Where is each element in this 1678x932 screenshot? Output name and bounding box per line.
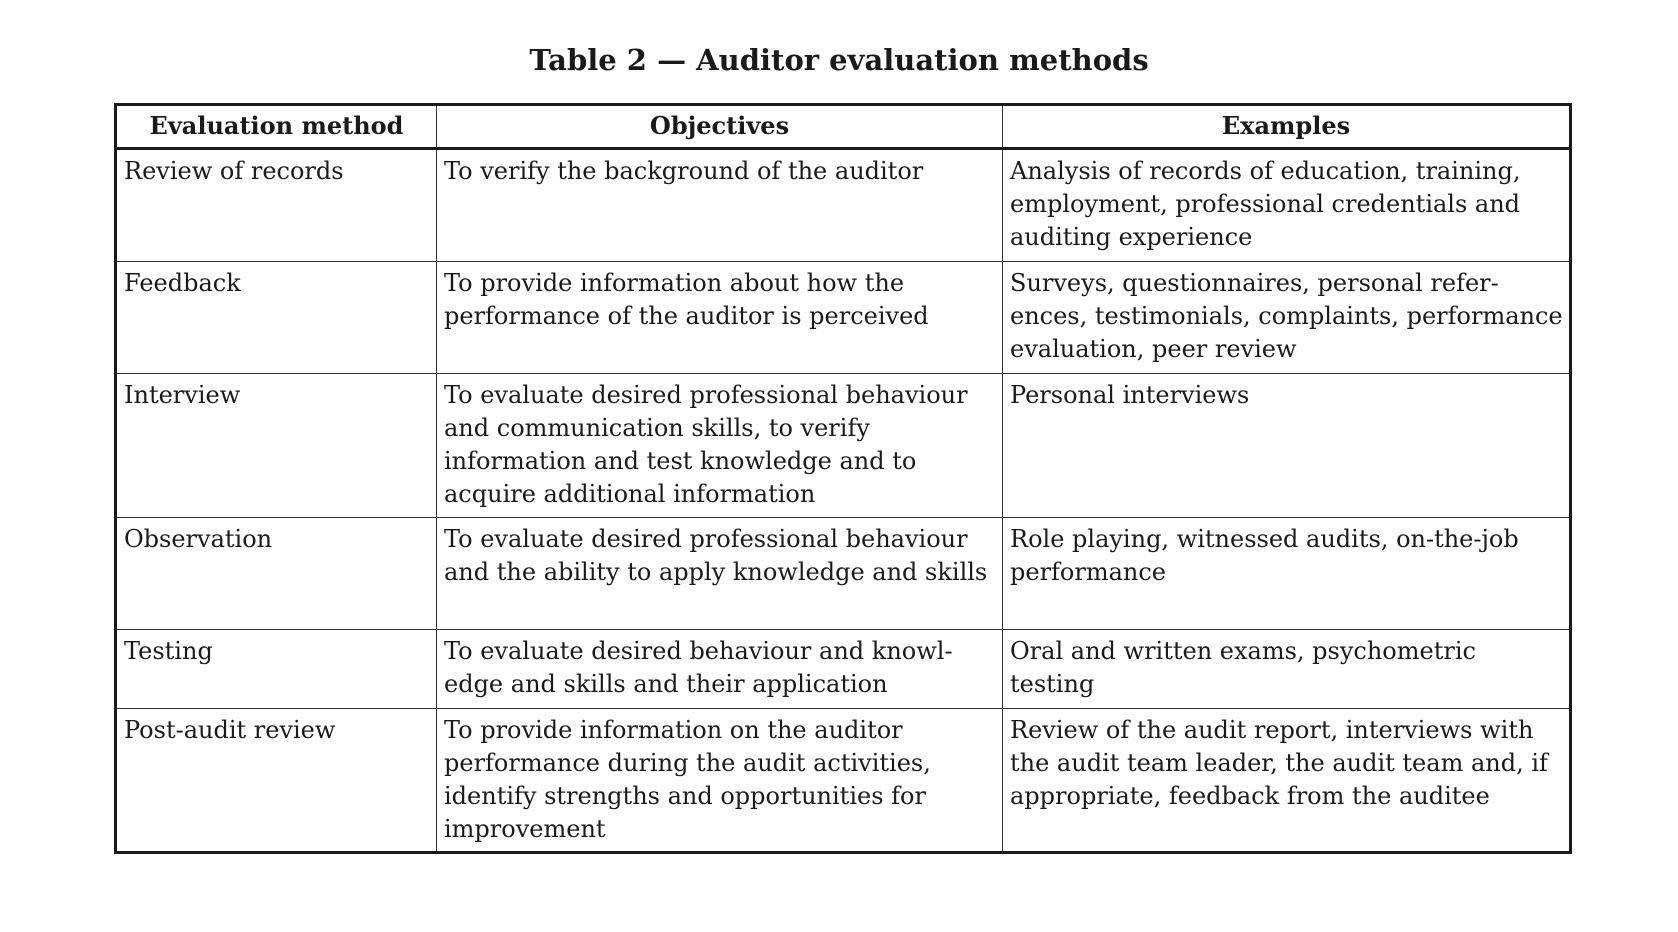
table-header-row (116, 105, 1571, 149)
evaluation-methods-table (114, 103, 1572, 854)
header-evaluation-method: Evaluation method (116, 105, 437, 149)
cell-objectives: To provide information about how the performance of the auditor is perceived (437, 262, 1003, 374)
table-title: Table 2 — Auditor evaluation methods (529, 43, 1149, 77)
cell-examples: Role playing, witnessed audits, on-the-job performance (1003, 518, 1571, 630)
header-objectives: Objectives (437, 105, 1003, 149)
table-row (116, 709, 1571, 853)
cell-method: Feedback (116, 262, 437, 374)
cell-objectives: To evaluate desired professional behaviour and the ability to apply knowledge and skills (437, 518, 1003, 630)
table-row (116, 630, 1571, 709)
cell-examples: Oral and written exams, psychometric testing (1003, 630, 1571, 709)
cell-objectives: To provide information on the auditor performance during the audit activities, identify strengths and opportunities for improvement (437, 709, 1003, 853)
table-row (116, 149, 1571, 262)
cell-objectives: To evaluate desired professional behaviour and communication skills, to verify information and test knowledge and to acquire additional information (437, 374, 1003, 518)
cell-examples: Review of the audit report, interviews with the audit team leader, the audit team and, if appropriate, feedback from the auditee (1003, 709, 1571, 853)
cell-method: Interview (116, 374, 437, 518)
cell-examples: Analysis of records of education, training, employment, professional credentials and auditing experience (1003, 149, 1571, 262)
cell-method: Post-audit review (116, 709, 437, 853)
cell-method: Observation (116, 518, 437, 630)
header-examples: Examples (1003, 105, 1571, 149)
cell-objectives: To evaluate desired behaviour and knowledge and skills and their application (437, 630, 1003, 709)
cell-method: Testing (116, 630, 437, 709)
table-row (116, 518, 1571, 630)
table-row (116, 374, 1571, 518)
cell-examples: Surveys, questionnaires, personal references, testimonials, complaints, performance evaluation, peer review (1003, 262, 1571, 374)
cell-objectives: To verify the background of the auditor (437, 149, 1003, 262)
cell-method: Review of records (116, 149, 437, 262)
table-row (116, 262, 1571, 374)
cell-examples: Personal interviews (1003, 374, 1571, 518)
